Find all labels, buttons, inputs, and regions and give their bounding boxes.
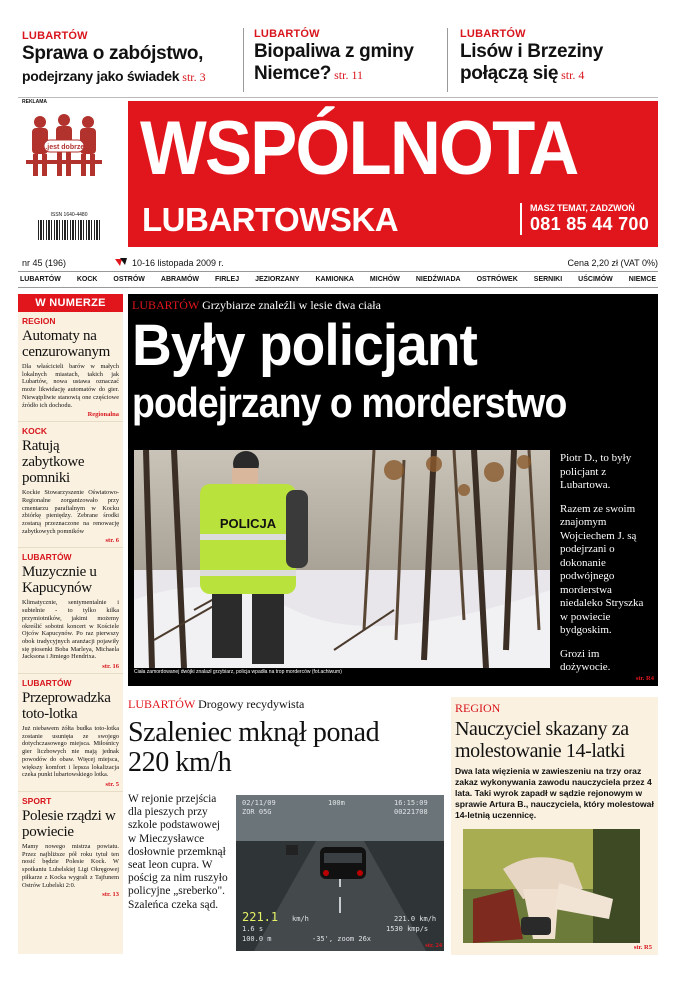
town-link[interactable]: KAMIONKA (315, 276, 354, 283)
story2-title-line1: Szaleniec mknął ponad (128, 717, 380, 748)
osd-unit: km/h (292, 915, 309, 923)
town-link[interactable]: SERNIKI (533, 276, 563, 283)
osd-rate: 1530 kmp/s (386, 925, 429, 933)
teaser-kicker: LUBARTÓW (254, 28, 320, 40)
contact-phone[interactable]: 081 85 44 700 (530, 214, 650, 234)
towns-nav (18, 271, 658, 288)
sidebar-item-ref: str. 13 (102, 891, 119, 899)
main-headline (132, 314, 656, 428)
story3-photo[interactable] (463, 829, 640, 943)
sidebar-item-category: LUBARTÓW (22, 552, 72, 563)
teaser-headline-line2: połączą się (460, 63, 559, 84)
sidebar-item-text: Mamy nowego mistrza powiatu. Przez najbliższe pół roku tytuł ten nosić będzie Polesie Kock. W spotkaniu Lubelskiej Ligi Okręgowej piłkarze z Kocka wygrali z Tajfunem Ostrów Lubelski 2:0. (22, 842, 119, 889)
main-ref: str. R4 (635, 675, 654, 682)
sidebar-item-ref: Regionalna (87, 411, 119, 419)
town-link[interactable]: LUBARTÓW (20, 276, 61, 283)
teaser-page: str. 11 (334, 68, 364, 82)
teaser-3[interactable] (447, 28, 667, 92)
teaser-page: str. 3 (182, 70, 206, 84)
masthead[interactable] (128, 101, 658, 247)
photo-caption: Ciała zamordowanej dwójki znalazł grzybiarz, policja wpadła na trop morderców (fot.achiwum) (134, 669, 342, 675)
main-side-text (560, 452, 652, 685)
story2-kicker-region: LUBARTÓW (128, 697, 196, 711)
sidebar-item-category: KOCK (22, 426, 48, 437)
divider (18, 97, 658, 98)
story2-ref: str. 24 (425, 942, 442, 949)
issue-price: Cena 2,20 zł (VAT 0%) (567, 258, 658, 268)
teaser-headline: Biopaliwa z gminy (254, 41, 414, 62)
sidebar-item-title: Ratują zabytkowe pomniki (22, 438, 85, 487)
issn-label: ISSN 1640-4480 (50, 212, 88, 218)
vest-text: POLICJA (219, 516, 277, 531)
osd-time: 16:15:09 (394, 799, 428, 807)
teaser-2[interactable] (243, 28, 438, 92)
sidebar-item-category: LUBARTÓW (22, 678, 72, 689)
osd-distance-2: 100.0 m (242, 935, 272, 943)
issue-info (22, 258, 658, 272)
main-paragraph: Piotr D., to były policjant z Lubartowa. (560, 452, 632, 491)
town-link[interactable]: UŚCIMÓW (578, 276, 613, 283)
barcode (38, 212, 100, 242)
osd-distance: 100m (328, 799, 345, 807)
contact-label: MASZ TEMAT, ZADZWOŃ (530, 203, 635, 213)
osd-speed: 221.1 (242, 910, 279, 924)
teaser-headline: Lisów i Brzeziny (460, 41, 604, 62)
sidebar-in-this-issue (18, 294, 123, 954)
main-kicker (132, 298, 381, 313)
teaser-kicker: LUBARTÓW (22, 30, 88, 42)
main-story[interactable] (128, 294, 658, 686)
sidebar-heading: W NUMERZE (18, 294, 123, 312)
sidebar-item-ref: str. 6 (105, 537, 119, 545)
osd-code: 00221708 (394, 808, 428, 816)
ad-banner[interactable] (22, 108, 106, 188)
sidebar-item-title: Polesie rządzi w powiecie (22, 807, 116, 840)
publisher-logo-icon (114, 257, 128, 267)
sidebar-item-text: Kockie Stowarzyszenie Oświatowo-Regionalne zorganizowało przy cmentarzu parafialnym w Kocku zbiórkę pieniędzy. Zebrane środki zostaną przeznaczone na renowację zabytkowych pomników (22, 489, 119, 535)
town-link[interactable]: NIEDŹWIADA (415, 276, 461, 283)
town-link[interactable]: ABRAMÓW (160, 276, 200, 283)
teaser-kicker: LUBARTÓW (460, 28, 526, 40)
osd-zoom: -35', zoom 26x (312, 935, 372, 943)
osd-time-delta: 1.6 s (242, 925, 264, 933)
sidebar-item-title: Przeprowadzka toto-lotka (22, 690, 111, 723)
newspaper-subtitle: LUBARTOWSKA (142, 201, 399, 238)
sidebar-item[interactable] (18, 422, 123, 548)
story-teacher[interactable] (451, 697, 658, 955)
story2-title (128, 718, 446, 778)
teaser-page: str. 4 (561, 68, 585, 82)
barcode-bars (38, 220, 100, 240)
osd-date: 02/11/09 (242, 799, 276, 807)
main-photo[interactable] (134, 450, 550, 668)
sidebar-item-ref: str. 16 (102, 663, 119, 671)
newspaper-title: WSPÓLNOTA (140, 106, 578, 191)
story2-body: W rejonie przejścia dla pieszych przy szkole podstawowej w Mieczysławce dosłownie przemknął seat leon cupra. W pościg za nim ruszyło policyjne „sreberko". Szaleńca czeka sąd. (128, 793, 228, 911)
story3-category: REGION (455, 701, 501, 715)
teasers (22, 30, 676, 96)
story3-title: Nauczyciel skazany za molestowanie 14-latki (455, 718, 629, 762)
sidebar-item[interactable] (18, 312, 123, 422)
sidebar-item[interactable] (18, 674, 123, 792)
town-link[interactable]: KOCK (76, 276, 98, 283)
ad-label: REKLAMA (22, 99, 47, 105)
main-paragraph: Razem ze swoim znajomym Wojciechem J. są podejrzani o dokonanie podwójnego morderstwa niedaleko Stryszka w powiecie bydgoskim. (560, 502, 644, 636)
sidebar-item[interactable] (18, 792, 123, 901)
sidebar-item-category: SPORT (22, 795, 52, 806)
sidebar-item-ref: str. 5 (105, 780, 119, 788)
ad-text: ...jest dobrze! (41, 144, 87, 151)
osd-speed-right: 221.0 km/h (394, 915, 437, 923)
speed-camera-photo[interactable] (236, 795, 444, 951)
town-link[interactable]: FIRLEJ (215, 276, 240, 283)
teaser-headline-line2: podejrzany jako świadek (22, 68, 180, 84)
town-link[interactable]: OSTRÓW (113, 276, 145, 283)
town-link[interactable]: NIEMCE (628, 276, 656, 283)
story3-ref: str. R5 (633, 944, 652, 951)
sidebar-item-text: Już niebawem żółta budka toto-lotka zostanie usunięta ze swojego dotychczasowego miejsca. Miłośnicy gier liczbowych nie mają jednak powodów do obaw. Więcej miejsca, większy komfort i lepsza lokalizacja czeka punkt lubartowskiego lotka. (22, 725, 119, 779)
sidebar-item-category: REGION (22, 316, 56, 326)
story2-kicker (128, 697, 446, 712)
sidebar-item[interactable] (18, 548, 123, 674)
story3-lead: Dwa lata więzienia w zawieszeniu na trzy oraz zakaz wykonywania zawodu nauczyciela przez 4 lata. Taki wyrok zapadł w sądzie rejonowym w sprawie Artura B., nauczyciela, który molestował 14-letnią uczennicę. (455, 766, 654, 820)
main-kicker-region: LUBARTÓW (132, 298, 200, 312)
teaser-headline-line2: Niemce? (254, 63, 332, 84)
contact-box (520, 203, 649, 235)
sidebar-item-text: Dla właścicieli barów w małych lokalnych miastach, takich jak Lubartów, nowa ustawa oznaczać może likwidację automatów do gier. Niewątpliwie stanowią one częściowe źródło ich dochodu. (22, 363, 119, 409)
story-speeding[interactable] (128, 697, 446, 955)
main-kicker-text: Grzybiarze znaleźli w lesie dwa ciała (202, 298, 381, 312)
teaser-1[interactable] (22, 30, 222, 94)
story2-kicker-text: Drogowy recydywista (198, 697, 305, 711)
town-link[interactable]: MICHÓW (369, 276, 400, 283)
main-headline-line1: Były policjant (132, 313, 477, 378)
main-headline-line2: podejrzany o morderstwo (132, 379, 567, 426)
story2-title-line2: 220 km/h (128, 747, 232, 778)
town-link[interactable]: JEZIORZANY (255, 276, 300, 283)
sidebar-item-title: Automaty na cenzurowanym (22, 328, 111, 360)
main-paragraph: Grozi im dożywocie. (560, 647, 611, 673)
issue-date: 10-16 listopada 2009 r. (132, 258, 224, 268)
osd-mode: ZOR 05G (242, 808, 272, 816)
sidebar-item-title: Muzycznie u Kapucynów (22, 564, 97, 597)
town-link[interactable]: OSTRÓWEK (476, 276, 518, 283)
sidebar-item-text: Klimatycznie, sentymentalnie i subtelnie - to tylko kilka przymiotników, jakimi możemy określić sobotni koncert w Kościele Ojców Kapucynów. Po raz pierwszy obok tradycyjnych aranżacji pojawiły się piosenki Boba Marleya, Michaela Jacksona i Jimiego Hendrixa. (22, 599, 119, 661)
issue-number: nr 45 (196) (22, 258, 67, 268)
teaser-headline: Sprawa o zabójstwo, (22, 43, 204, 64)
